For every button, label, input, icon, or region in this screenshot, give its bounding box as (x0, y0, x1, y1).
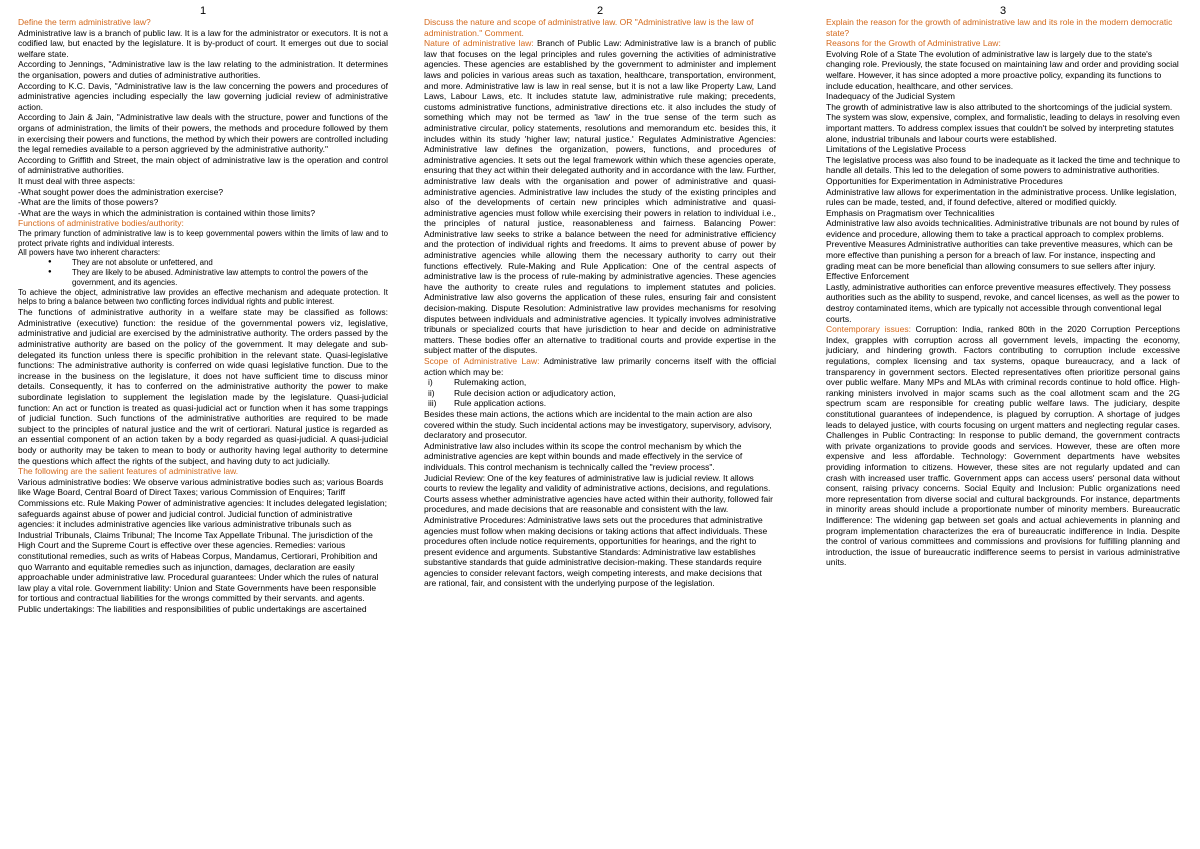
column-3-body (826, 17, 1180, 568)
list-item (424, 377, 776, 388)
heading-text: Reasons for the Growth of Administrative Law: (826, 38, 1001, 49)
text: Administrative law also avoids technicalities. Administrative tribunals are not bound by rules of evidence and procedure, allowing them to take a practical approach to complex problems. (826, 218, 1179, 239)
list-number: iii) (428, 398, 437, 409)
text: To achieve the object, administrative law provides an effective mechanism and adequate protection. It helps to bring a balance between two conflicting forces individual rights and public interest. (18, 287, 388, 307)
text: Lastly, administrative authorities can enforce preventive measures effectively. They possess authorities such as the ability to suspend, revoke, and cancel licenses, as well as the power to destroy contaminated items, which are typically not accessible through conventional legal courts. (826, 281, 1180, 324)
text: -What sought power does the administration exercise? (18, 186, 224, 197)
text: According to Griffith and Street, the main object of administrative law is the operation and control of administrative authorities. (18, 154, 388, 176)
section-heading (18, 17, 388, 28)
column-2-body (424, 17, 776, 589)
heading-text: Explain the reason for the growth of administrative law and its role in the modern democratic state? (826, 17, 1173, 38)
text: It must deal with three aspects: (18, 175, 136, 186)
text: Various administrative bodies: We observe various administrative bodies such as; various Boards like Wage Board, Central Board of Direct Taxes; various Commission of Enquires; Tariff Commissions etc. Rule Making Power of administrative agencies: It includes delegated legislation; safeguards against abuse of power and judicial control. Judicial function of administrative agencies: it includes administrative agencies like various administrative tribunals such as Industrial Tribunals, Claims Tribunal; The Income Tax Appellate Tribunal. The jurisdiction of the High Court and the Supreme Court is effective over these agencies. Remedies: various constitutional remedies, such as writs of Habeas Corpus, Mandamus, Certiorari, Prohibition and quo Warranto and equitable remedies such as injunction, damages, declaration are easily approachable under administrative law. Procedural guarantees: Under which the rules of natural law play a vital role. Government liability: Union and State Governments have been responsible for tortious and contractual liabilities for the wrongs committed by their servants. and agents. Public undertakings: The liabilities and responsibilities of public undertakings are ascertained (18, 476, 387, 614)
list-number: i) (428, 377, 433, 388)
heading-text: Nature of administrative law: (424, 38, 534, 49)
text: Emphasis on Pragmatism over Technicalities (826, 207, 995, 218)
list-item (424, 398, 776, 409)
list-item (424, 388, 776, 399)
text: -What are the ways in which the administration is contained within those limits? (18, 207, 316, 218)
text: They are likely to be abused. Administrative law attempts to control the powers of the government, and its agencies. (72, 268, 369, 287)
section-heading (424, 356, 776, 377)
text: According to Jain & Jain, "Administrative law deals with the structure, power and functions of the organs of administration, the limits of their powers, the methods and procedure followed by them in exercising their powers and functions, the method by which their powers are controlled including the legal remedies available to a person aggrieved by the administrative authority." (18, 112, 388, 155)
paragraph (18, 288, 388, 308)
text: Effective Enforcement (826, 271, 909, 282)
paragraph (18, 248, 388, 258)
paragraph (826, 91, 1180, 102)
paragraph (826, 239, 1180, 271)
text: The legislative process was also found to be inadequate as it lacked the time and technique to handle all details. This led to the delegation of some powers to administrative authorities. (826, 154, 1180, 176)
bullet-item (18, 258, 388, 268)
column-3 (826, 6, 1180, 568)
text: Administrative law primarily concerns itself with the official action which may be: (424, 356, 776, 377)
text: Preventive Measures Administrative authorities can take preventive measures, which can be more effective than punishing a person for a breach of law. For instance, inspecting and grading meat can be more beneficial than allowing consumers to sue sellers after injury. (826, 239, 1173, 271)
page-number-1: 1 (199, 5, 207, 17)
text: All powers have two inherent characters: (18, 248, 161, 258)
heading-text: Scope of Administrative Law: (424, 356, 540, 366)
paragraph (18, 112, 388, 154)
text: Branch of Public Law: Administrative law is a branch of public law that focuses on the legal principles and rules governing the activities of administrative agencies. These agencies are established by the government to administer and implement laws and policies in various areas such as taxation, healthcare, transportation, environment, and more. Administrative law is law in real sense, but it is not a law like Property Law, Land Laws, Labour Laws, etc. It includes statute law, administrative rule making; precedents, customs administrative functions, administrative directions etc. it also includes the study of something which may not be termed as 'law' in the true sense of the term such as administrative circular, policy statements, resolutions and memorandum etc. besides this, it includes within its study 'higher law; natural justice.' Regulates Administrative Agencies: Administrative law defines the organization, powers, functions, and procedures of administrative agencies. It sets out the legal framework within which these agencies operate, ensuring that they act within their delegated authority and in accordance with the law. Further, administrative law deals with the organisation and power of administrative and quasi-administrative agencies. Administrative law includes the study of the existing principles and also of the developments of certain new principles which administrative and quasi-administrative agencies must follow while exercising their powers in relation to individual i.e., the principles of natural justice, reasonableness and fairness. Balancing Power: Administrative law seeks to strike a balance between the need for administrative efficiency and the protection of individual rights and freedoms. It aims to prevent abuse of power by administrative agencies while allowing them the necessary authority to carry out their functions effectively. Rule-Making and Rule Application: One of the central aspects of administrative law is the process of rule-making by administrative agencies. These agencies have the authority to create rules and regulations to implement statutes and policies. Administrative law also governs the application of these rules, ensuring fair and consistent decision-making. Dispute Resolution: Administrative law provides mechanisms for resolving disputes between individuals and administrative agencies. It typically involves administrative tribunals or specialized courts that have jurisdiction to hear and decide on administrative matters. These bodies offer an alternative to traditional courts and provide expertise in the subject matter of the disputes. (424, 38, 776, 356)
paragraph (826, 271, 1180, 282)
paragraph (424, 441, 776, 473)
paragraph (18, 229, 388, 249)
text: Administrative law is a branch of public law. It is a law for the administrator or executors. It is not a codified law, but enacted by the legislature. It is by-product of court. It emerges out due to social welfare state. (18, 27, 388, 59)
paragraph (424, 409, 776, 441)
paragraph (18, 307, 388, 466)
heading-text: Contemporary issues: (826, 324, 911, 335)
list-number: ii) (428, 387, 435, 398)
paragraph (826, 187, 1180, 208)
text: According to K.C. Davis, "Administrative law is the law concerning the powers and procedures of administrative agencies including especially the law governing judicial review of administrative action. (18, 80, 388, 112)
paragraph (826, 49, 1180, 91)
text: Rule decision action or adjudicatory action, (454, 387, 616, 398)
heading-text: Discuss the nature and scope of administrative law. OR "Administrative law is the law of administration." Comment. (424, 17, 754, 38)
text: Administrative law allows for experimentation in the administrative process. Unlike legislation, rules can be made, tested, and, if found defective, altered or modified quickly. (826, 186, 1177, 208)
paragraph (18, 187, 388, 198)
paragraph (18, 81, 388, 113)
heading-text: Define the term administrative law? (18, 17, 151, 27)
heading-text: The following are the salient features of administrative law. (18, 466, 239, 477)
text: The functions of administrative authority in a welfare state may be classified as follows: Administrative (executive) function: the residue of the governmental powers viz, legislative, administrative and judicial are exercised by the administrative authority. The orders passed by the administrative authority are based on the policy of the government. It may delegate and sub-delegated its function unless there is specific prohibition in the relevant state. Quasi-legislative functions: The administrative authority is conferred on wide quasi legislative function. Due to the increase in the business on the legislature, it does not have sufficient time to discuss minor details. Consequently, it has to conferred on the administrative authority the power to make subordinate legislation to supplement the legislation made by the legislature. Quasi-judicial function: An act or function is treated as quasi-judicial act or function when it has some trappings of judicial function. Such functions of the administrative authorities are required to be made subject to the principles of natural justice and the writ of certiorari. Natural justice is regarded as an essential component of an action taken by a body regarded as quasi-judicial. A quasi-judicial body or authority may be taken to mean to body or authority having legal authority to determine the questions which affect the rights of the subject, and having duty to act judicially. (18, 307, 388, 466)
paragraph (18, 208, 388, 219)
section-heading (826, 38, 1180, 49)
paragraph (18, 197, 388, 208)
text: Rule application actions. (454, 398, 547, 409)
paragraph (826, 282, 1180, 324)
column-2 (424, 6, 776, 589)
text: Judicial Review: One of the key features of administrative law is judicial review. It allows courts to review the legality and validity of administrative actions, decisions, and regulations. Courts assess whether administrative agencies have acted within their authority, followed fair procedures, and made decisions that are reasonable and consistent with the law. Administrative Procedures: Administrative laws sets out the procedures that administrative agencies must follow when making decisions or taking actions that affect individuals. These procedures often include notice requirements, opportunities for hearings, and the right to present evidence and arguments. Substantive Standards: Administrative law establishes substantive standards that guide administrative decision-making. These standards require agencies to consider relevant factors, weigh competing interests, and make decisions that are rational, fair, and consistent with the underlying purpose of the legislation. (424, 472, 773, 589)
text: Opportunities for Experimentation in Administrative Procedures (826, 175, 1063, 186)
paragraph (18, 28, 388, 60)
text: Evolving Role of a State The evolution of administrative law is largely due to the state's changing role. Previously, the state focused on maintaining law and order and providing social welfare. However, it has since adopted a more proactive policy, expanding its functions to include education, healthcare, and other services. (826, 48, 1179, 91)
section-heading (424, 17, 776, 38)
section-heading (826, 17, 1180, 38)
section-heading (826, 324, 1180, 568)
text: Rulemaking action, (454, 377, 527, 388)
paragraph (826, 176, 1180, 187)
text: Limitations of the Legislative Process (826, 144, 966, 155)
text: They are not absolute or unfettered, and (72, 258, 213, 268)
column-1-body (18, 17, 388, 614)
bullet-item (18, 268, 388, 288)
section-heading (18, 466, 388, 477)
paragraph (826, 208, 1180, 219)
text: Administrative law also includes within its scope the control mechanism by which the administrative agencies are kept within bounds and made effectively in the service of individuals. This control mechanism is technically called the "review process". (424, 440, 743, 472)
paragraph (826, 102, 1180, 144)
paragraph (18, 59, 388, 80)
text: The primary function of administrative law is to keep governmental powers within the limits of law and to protect private rights and individual interests. (18, 228, 388, 248)
section-heading (424, 38, 776, 356)
text: Inadequacy of the Judicial System (826, 91, 955, 102)
page-number-3: 3 (999, 5, 1007, 17)
paragraph (826, 155, 1180, 176)
paragraph (826, 144, 1180, 155)
paragraph (424, 473, 776, 590)
text: -What are the limits of those powers? (18, 197, 159, 208)
text: Besides these main actions, the actions which are incidental to the main action are also covered within the study. Such incidental actions may be investigatory, supervisory, advisory, declaratory and prosecutor. (424, 408, 772, 441)
paragraph (18, 155, 388, 176)
heading-text: Functions of administrative bodies/authority: (18, 218, 184, 229)
page-number-2: 2 (596, 5, 604, 17)
section-heading (18, 218, 388, 229)
text: Corruption: India, ranked 80th in the 2020 Corruption Perceptions Index, grapples with corruption across all government levels, impacting the economy, judiciary, and hindering growth. Factors contributing to corruption include excessive regulations, complex licensing and tax systems, opaque bureaucracy, and a lack of transparency in government sectors. Elected representatives often prioritize personal gains over public welfare. Many MPs and MLAs with criminal records continue to hold office. High-ranking ministers involved in major scams such as the coal allotment scam and the 2G spectrum scam are responsible for creating public welfare laws. The judiciary, despite constitutional guarantees of independence, is plagued by corruption. A shortage of judges leads to delayed justice, with courts focusing on urgent matters and neglecting regular cases. Challenges in Public Contracting: In response to public demand, the government contracts with private organizations to provide goods and services. However, these are often more expensive and less affordable. Technology: Government departments have websites providing information to citizens. However, these sites are not regularly updated and can crash with increased user traffic. Government apps can access users' personal data without consent, raising privacy concerns. Social Equity and Inclusion: Public organizations need more representation from diverse social and cultural backgrounds. For instance, departments in minority areas should include a proportionate number of minority members. Bureaucratic Indifference: The widening gap between set goals and actual achievements in planning and program implementation characterizes the era of bureaucratic indifference in India. Despite the control of various committees and commissions and provisions for fulfilling planning and introduction, the issue of bureaucratic indifference seems to persist in various administrative units. (826, 324, 1180, 568)
text: According to Jennings, "Administrative law is the law relating to the administration. It determines the organisation, powers and duties of administrative authorities. (18, 59, 388, 80)
paragraph (826, 218, 1180, 239)
paragraph (18, 176, 388, 187)
paragraph (18, 477, 388, 615)
column-1 (18, 6, 388, 614)
text: The growth of administrative law is also attributed to the shortcomings of the judicial system. The system was slow, expensive, complex, and formalistic, leading to delays in resolving even important matters. To address complex issues that couldn't be solved by interpreting statutes alone, industrial tribunals and labour courts were established. (826, 101, 1180, 144)
